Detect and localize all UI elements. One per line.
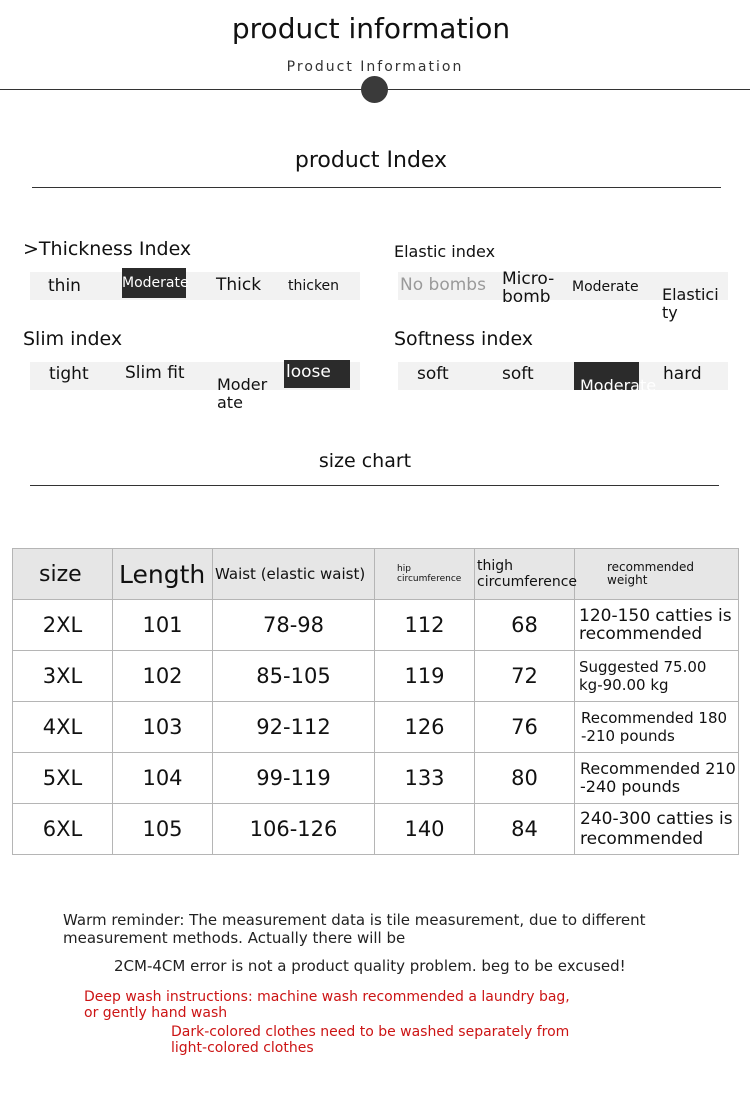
table-row (13, 651, 739, 702)
cell-size: 6XL (13, 804, 113, 855)
column-header-thigh: thigh circumference (475, 549, 575, 600)
softness-option-selected: Moderate (574, 362, 639, 390)
softness-option: hard (663, 364, 702, 384)
product-index-rule (32, 187, 721, 188)
thickness-index-label: >Thickness Index (23, 238, 192, 260)
slim-option: Moder ate (217, 375, 268, 412)
wash-separately-text: Dark-colored clothes need to be washed separately from light-colored clothes (171, 1024, 570, 1056)
thickness-option: thicken (288, 278, 340, 294)
cell-size: 2XL (13, 600, 113, 651)
cell-size: 3XL (13, 651, 113, 702)
cell-waist: 99-119 (213, 753, 375, 804)
cell-hip: 126 (375, 702, 475, 753)
slim-index-label: Slim index (23, 328, 123, 350)
slim-option-selected: loose (284, 360, 350, 388)
cell-thigh: 76 (475, 702, 575, 753)
cell-weight: 240-300 catties is recommended (575, 804, 739, 855)
cell-size: 4XL (13, 702, 113, 753)
table-row (13, 702, 739, 753)
cell-length: 105 (113, 804, 213, 855)
error-note-text: 2CM-4CM error is not a product quality problem. beg to be excused! (114, 957, 626, 975)
elastic-index-track (398, 269, 728, 322)
column-header-size: size (13, 549, 113, 600)
cell-waist: 92-112 (213, 702, 375, 753)
size-chart-rule (30, 485, 719, 486)
elastic-option: Elastici ty (662, 285, 719, 322)
slim-option: tight (49, 364, 89, 384)
cell-length: 104 (113, 753, 213, 804)
page-title: product information (231, 12, 511, 45)
slim-index-track (30, 362, 360, 412)
elastic-option-selected: No bombs (400, 275, 486, 295)
cell-size: 5XL (13, 753, 113, 804)
warm-reminder-text: Warm reminder: The measurement data is tile measurement, due to different measurement methods. Actually there will be (63, 911, 646, 947)
column-header-waist: Waist (elastic waist) (213, 549, 375, 600)
table-row (13, 600, 739, 651)
softness-option: soft (502, 364, 534, 384)
slim-option: Slim fit (125, 363, 185, 383)
cell-waist: 78-98 (213, 600, 375, 651)
wash-instructions-text: Deep wash instructions: machine wash recommended a laundry bag, or gently hand wash (84, 989, 570, 1021)
cell-weight: 120-150 catties is recommended (575, 600, 739, 651)
cell-weight: Suggested 75.00 kg-90.00 kg (575, 651, 739, 702)
softness-index-label: Softness index (394, 328, 534, 350)
cell-waist: 85-105 (213, 651, 375, 702)
softness-option: soft (417, 364, 449, 384)
thickness-index-track (30, 272, 360, 300)
column-header-weight: recommended weight (575, 549, 739, 600)
cell-thigh: 84 (475, 804, 575, 855)
cell-length: 101 (113, 600, 213, 651)
thickness-option-selected: Moderate (122, 268, 186, 298)
softness-index-track (398, 362, 728, 395)
elastic-option: Micro- bomb (502, 269, 555, 307)
page-subtitle: Product Information (286, 59, 464, 75)
column-header-hip: hip circumference (375, 549, 475, 600)
table-header-row (13, 549, 739, 600)
column-header-length: Length (113, 549, 213, 600)
thickness-option: thin (48, 276, 81, 296)
elastic-index-label: Elastic index (394, 242, 496, 261)
table-row (13, 804, 739, 855)
divider-dot-icon (361, 76, 388, 103)
size-chart-title: size chart (318, 450, 412, 472)
cell-length: 102 (113, 651, 213, 702)
cell-weight: Recommended 210 -240 pounds (575, 753, 739, 804)
table-row (13, 753, 739, 804)
cell-hip: 140 (375, 804, 475, 855)
cell-thigh: 68 (475, 600, 575, 651)
cell-length: 103 (113, 702, 213, 753)
product-index-title: product Index (294, 148, 448, 173)
cell-hip: 119 (375, 651, 475, 702)
cell-waist: 106-126 (213, 804, 375, 855)
elastic-option: Moderate (572, 279, 639, 295)
cell-hip: 133 (375, 753, 475, 804)
thickness-option: Thick (216, 275, 262, 295)
cell-hip: 112 (375, 600, 475, 651)
cell-weight: Recommended 180 -210 pounds (575, 702, 739, 753)
cell-thigh: 80 (475, 753, 575, 804)
cell-thigh: 72 (475, 651, 575, 702)
size-chart-table (12, 548, 739, 855)
